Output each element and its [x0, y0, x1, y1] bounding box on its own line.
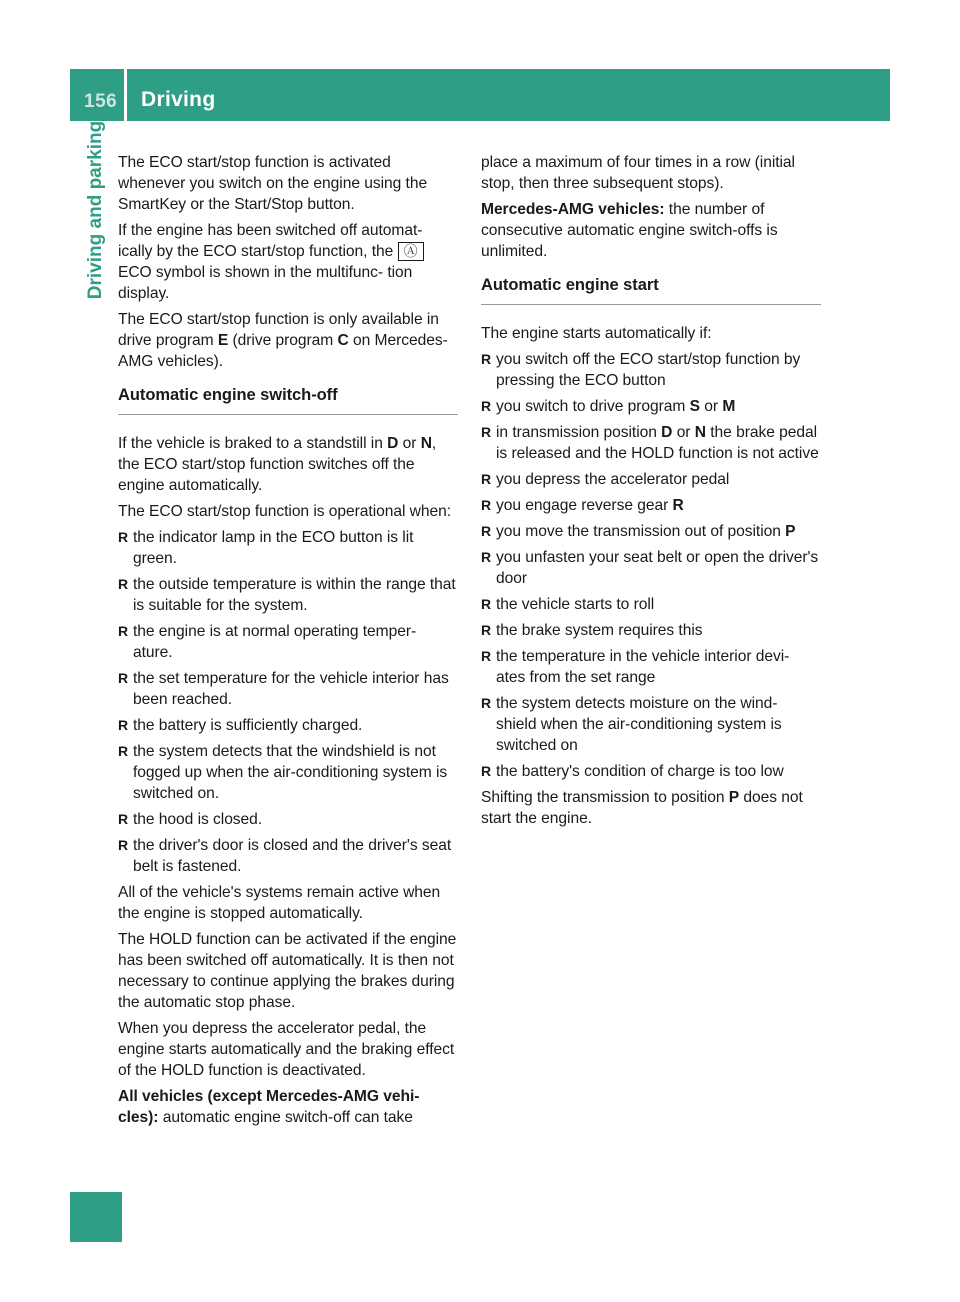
list-item: R the hood is closed. [118, 811, 263, 828]
bullet-icon: R [118, 743, 129, 759]
bullet-icon: R [481, 596, 492, 612]
bullet-icon: R [481, 763, 492, 779]
list-item: R you switch to drive program S or M [481, 398, 736, 415]
side-tab-label: Driving and parking [85, 120, 107, 300]
operational-conditions-list [118, 527, 458, 877]
heading-automatic-engine-start: Automatic engine start [481, 275, 821, 305]
start-conditions-list [481, 349, 821, 782]
list-item: R the brake system requires this [481, 622, 703, 639]
list-item: R the temperature in the vehicle interior devi- ates from the set range [481, 648, 790, 686]
paragraph: All of the vehicle's systems remain active when the engine is stopped automatically. [118, 884, 441, 922]
bullet-icon: R [481, 648, 492, 664]
heading-automatic-engine-switch-off: Automatic engine switch-off [118, 385, 458, 415]
paragraph: Shifting the transmission to position P does not start the engine. [481, 789, 803, 827]
bullet-icon: R [481, 695, 492, 711]
list-item: R the system detects that the windshield is not fogged up when the air-conditioning system is switched on. [118, 743, 448, 802]
list-item: R the system detects moisture on the wind- shield when the air-conditioning system is switched on [481, 695, 782, 754]
bullet-icon: R [481, 398, 492, 414]
left-column [118, 152, 458, 1133]
list-item: R the vehicle starts to roll [481, 596, 655, 613]
paragraph: The ECO start/stop function is only available in drive program E (drive program C on Mercedes-AMG vehicles). [118, 311, 448, 370]
list-item: R you move the transmission out of position P [481, 523, 796, 540]
bullet-icon: R [118, 670, 129, 686]
bullet-icon: R [118, 837, 129, 853]
side-marker [70, 1192, 122, 1242]
header-divider [124, 69, 127, 121]
page-number: 156 [84, 91, 118, 112]
list-item: R the outside temperature is within the range that is suitable for the system. [118, 576, 456, 614]
bullet-icon: R [481, 622, 492, 638]
list-item: R you switch off the ECO start/stop function by pressing the ECO button [481, 351, 801, 389]
bullet-icon: R [118, 529, 129, 545]
section-title: Driving [141, 88, 216, 111]
side-tab [70, 120, 122, 300]
list-item: R the indicator lamp in the ECO button is lit green. [118, 529, 414, 567]
bullet-icon: R [481, 424, 492, 440]
bullet-icon: R [118, 717, 129, 733]
bullet-icon: R [118, 623, 129, 639]
list-item: R the driver's door is closed and the driver's seat belt is fastened. [118, 837, 452, 875]
paragraph: All vehicles (except Mercedes-AMG vehi- cles): automatic engine switch-off can take [118, 1088, 420, 1126]
list-item: R you engage reverse gear R [481, 497, 684, 514]
right-column [481, 152, 821, 834]
paragraph: The engine starts automatically if: [481, 325, 712, 342]
bullet-icon: R [118, 811, 129, 827]
list-item: R the battery is sufficiently charged. [118, 717, 363, 734]
list-item: R you unfasten your seat belt or open the driver's door [481, 549, 819, 587]
bullet-icon: R [481, 523, 492, 539]
paragraph: Mercedes-AMG vehicles: the number of consecutive automatic engine switch-offs is unlimited. [481, 201, 778, 260]
paragraph: The ECO start/stop function is activated whenever you switch on the engine using the SmartKey or the Start/Stop button. [118, 154, 428, 213]
list-item: R you depress the accelerator pedal [481, 471, 730, 488]
eco-symbol-icon: Ⓐ [398, 242, 424, 261]
list-item: R the set temperature for the vehicle interior has been reached. [118, 670, 449, 708]
bullet-icon: R [481, 497, 492, 513]
list-item: R the battery's condition of charge is too low [481, 763, 784, 780]
bullet-icon: R [481, 471, 492, 487]
paragraph: The HOLD function can be activated if the engine has been switched off automatically. It is then not necessary to continue applying the brakes during the automatic stop phase. [118, 931, 457, 1011]
paragraph: The ECO start/stop function is operational when: [118, 503, 452, 520]
list-item: R the engine is at normal operating temper- ature. [118, 623, 417, 661]
paragraph: place a maximum of four times in a row (initial stop, then three subsequent stops). [481, 154, 795, 192]
paragraph: When you depress the accelerator pedal, the engine starts automatically and the braking effect of the HOLD function is deactivated. [118, 1020, 455, 1079]
bullet-icon: R [118, 576, 129, 592]
bullet-icon: R [481, 351, 492, 367]
paragraph: If the vehicle is braked to a standstill in D or N, the ECO start/stop function switches off the engine automatically. [118, 435, 437, 494]
paragraph: If the engine has been switched off automat- ically by the ECO start/stop function, the Ⓐ ECO symbol is shown in the multifunc- tion display. [118, 222, 423, 302]
list-item: R in transmission position D or N the brake pedal is released and the HOLD function is not active [481, 424, 819, 462]
bullet-icon: R [481, 549, 492, 565]
